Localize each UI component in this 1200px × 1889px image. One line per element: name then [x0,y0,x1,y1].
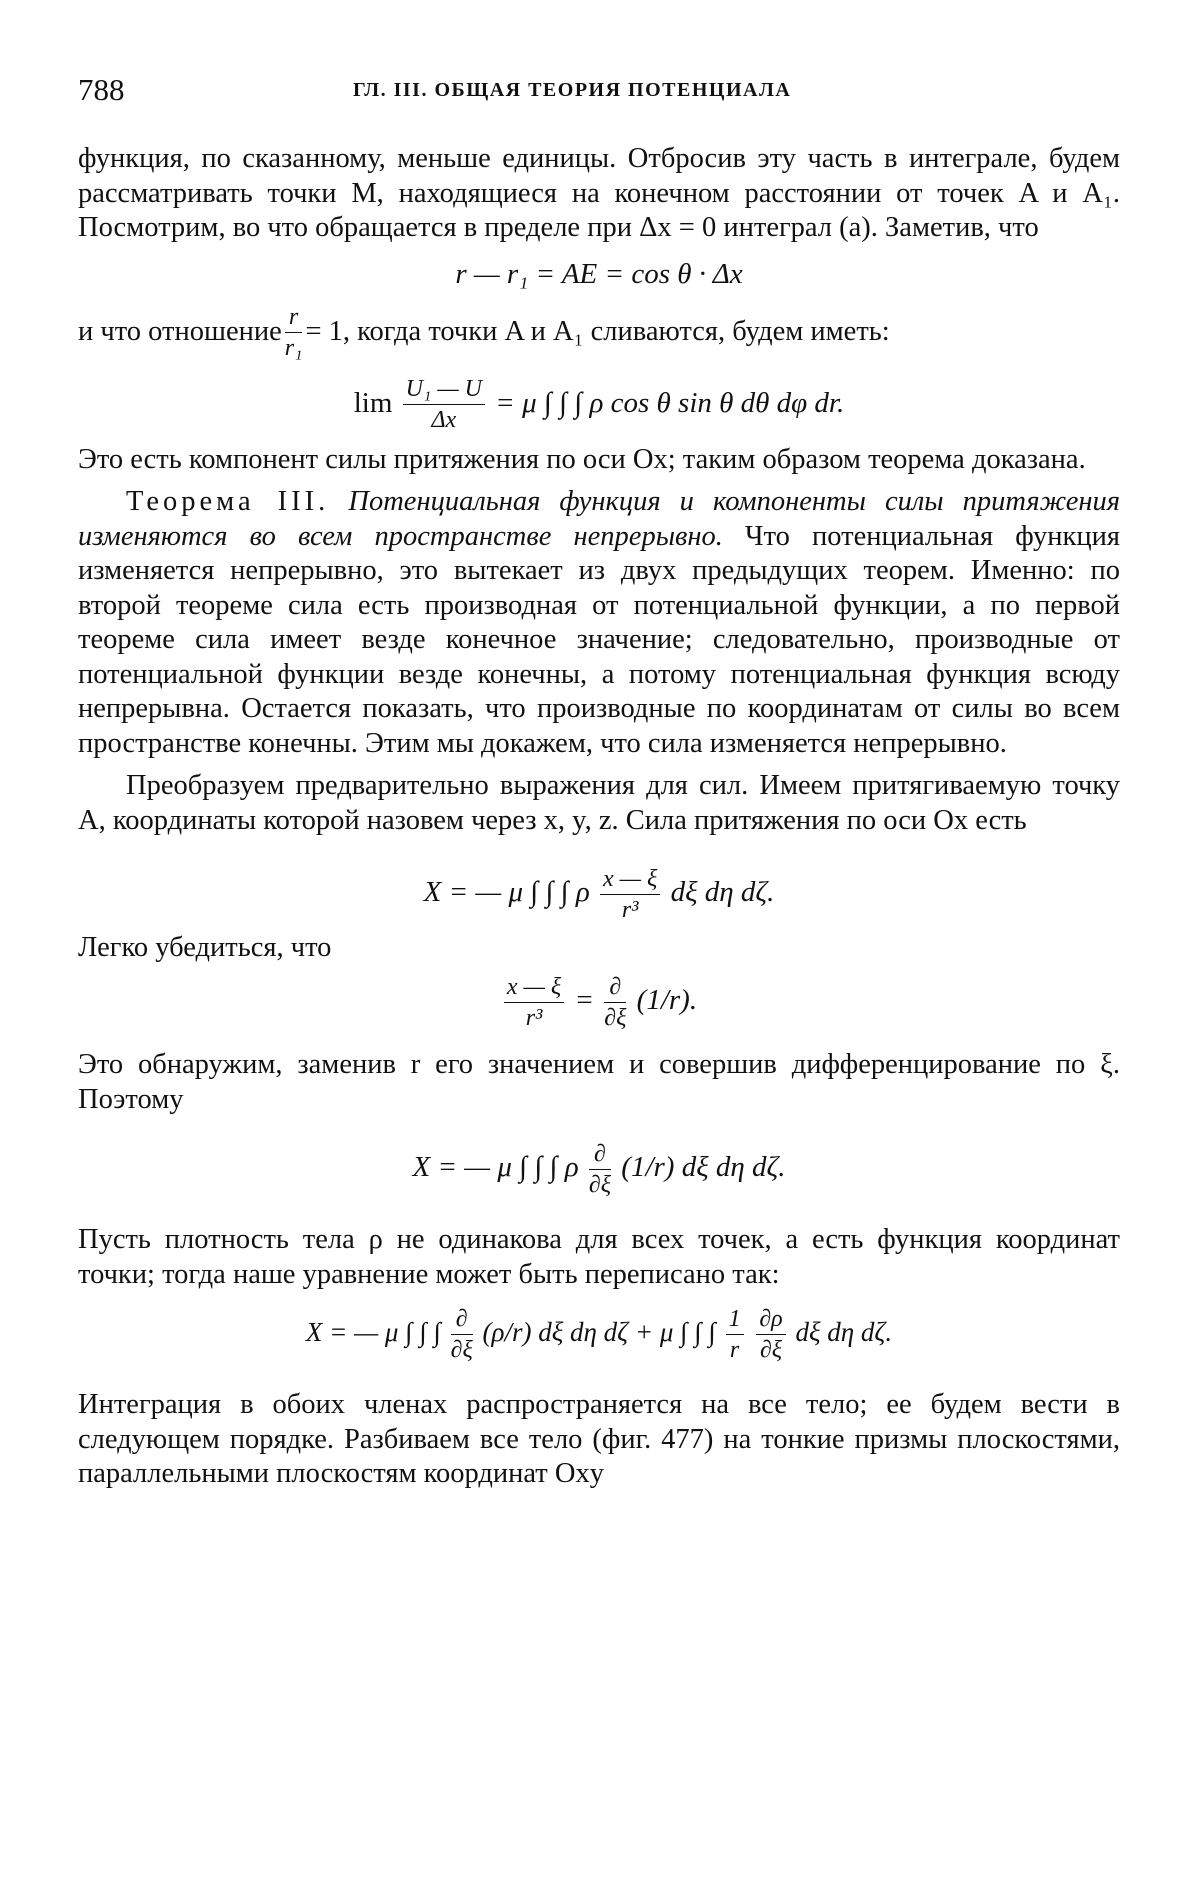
formula-ratio [285,302,303,363]
paragraph-7: Это обнаружим, заменив r его значением и совершив дифференцирование по ξ. Поэтому [78,1049,1120,1115]
limit-denominator: Δx [431,407,457,434]
formula-force-x-derivative [78,1127,1120,1207]
ratio-denominator: r₁ [284,334,303,361]
page-number: 788 [78,72,125,107]
split-rhs: dξ dη dζ. [795,1317,893,1347]
limit-integral: = μ ∫ ∫ ∫ ρ cos θ sin θ dθ dφ dr. [495,386,845,419]
identity-denominator-left: r³ [525,1004,543,1031]
paragraph-2-before: и что отношение [78,316,282,347]
limit-symbol: lim [353,386,393,419]
force-x-fraction [600,864,660,925]
paragraph-2 [78,302,1120,363]
theorem-proof: Что потенциальная функция изменяется непрерывно, это вытекает из двух предыдущих теорем. Именно: по второй теореме сила есть производная от потенциальной функции, а по первой теореме сила имеет везде конечное значение; следовательно, производные от потенциальной функции везде конечны, а потому потенциальная функция всюду непрерывна. Остается показать, что производные по координатам от силы во всем пространстве конечны. Этим мы докажем, что сила изменяется непрерывно. [78,520,1121,759]
running-head: ГЛ. III. ОБЩАЯ ТЕОРИЯ ПОТЕНЦИАЛА [353,79,792,101]
force-x2-numerator: ∂ [589,1139,611,1170]
limit-numerator: U₁ — U [403,374,485,405]
paragraph-5: Преобразуем предварительно выражения для сил. Имеем притягиваемую точку A, координаты которой назовем через x, y, z. Сила притяжения по оси Ox есть [78,770,1120,836]
page-body [78,142,1120,1492]
force-x2-rhs: (1/r) dξ dη dζ. [621,1151,786,1183]
paragraph-2-after: = 1, когда точки A и A₁ сливаются, будем иметь: [305,316,890,347]
force-x2-fraction [589,1139,611,1200]
split-numerator-1: ∂ [451,1304,473,1335]
split-middle: (ρ/r) dξ dη dζ + μ ∫ ∫ ∫ [482,1317,716,1347]
ratio-numerator: r [285,302,303,333]
formula-force-x [78,852,1120,932]
force-x-denominator: r³ [621,896,639,923]
split-numerator-2: 1 [726,1304,744,1335]
force-x-rhs: dξ dη dζ. [670,876,775,908]
paragraph-theorem-3 [78,485,1120,761]
identity-numerator-right: ∂ [604,972,626,1003]
formula-limit [78,363,1120,443]
formula-derivative-identity [78,960,1120,1040]
paragraph-3: Это есть компонент силы притяжения по оси Ox; таким образом теорема доказана. [78,443,1086,475]
page-header [78,72,1120,106]
force-x-lhs: X = — μ ∫ ∫ ∫ ρ [423,876,590,908]
formula-r-difference: r — r₁ = AE = cos θ · Δx [455,257,743,290]
force-x-numerator: x — ξ [600,864,660,895]
identity-numerator-left: x — ξ [504,972,564,1003]
formula-force-x-split [78,1292,1120,1372]
paragraph-6: Легко убедиться, что [78,932,332,963]
force-x2-lhs: X = — μ ∫ ∫ ∫ ρ [412,1151,579,1183]
identity-fraction-left [504,972,564,1033]
identity-paren: (1/r). [636,984,698,1016]
split-fraction-2 [726,1304,744,1365]
paragraph-8: Пусть плотность тела ρ не одинакова для всех точек, а есть функция координат точки; тогда наше уравнение может быть переписано так: [78,1224,1120,1290]
identity-denominator-right: ∂ξ [604,1004,627,1031]
split-denominator-2: r [729,1337,740,1364]
split-fraction-3 [756,1304,785,1365]
split-fraction-1 [451,1304,473,1365]
paragraph-9: Интеграция в обоих членах распространяется на все тело; ее будем вести в следующем порядке. Разбиваем все тело (фиг. 477) на тонкие призмы плоскостями, параллельными плоскостям координат Oxy [78,1389,1120,1489]
identity-equals: = [574,984,595,1016]
limit-fraction [403,374,485,435]
split-denominator-3: ∂ξ [759,1337,783,1364]
paragraph-1: функция, по сказанному, меньше единицы. Отбросив эту часть в интеграле, будем рассматривать точки M, находящиеся на конечном расстоянии от точек A и A₁. Посмотрим, во что обращается в пределе при Δx = 0 интеграл (a). Заметив, что [78,143,1120,243]
force-x2-denominator: ∂ξ [588,1171,612,1198]
theorem-statement: Потенциальная функция и компоненты силы притяжения изменяются во всем пространстве непрерывно. [78,486,1121,552]
identity-fraction-right [604,972,626,1033]
split-denominator-1: ∂ξ [450,1337,473,1364]
split-lhs: X = — μ ∫ ∫ ∫ [305,1317,441,1347]
theorem-label: Теорема III. [126,486,330,517]
split-numerator-3: ∂ρ [756,1304,785,1335]
